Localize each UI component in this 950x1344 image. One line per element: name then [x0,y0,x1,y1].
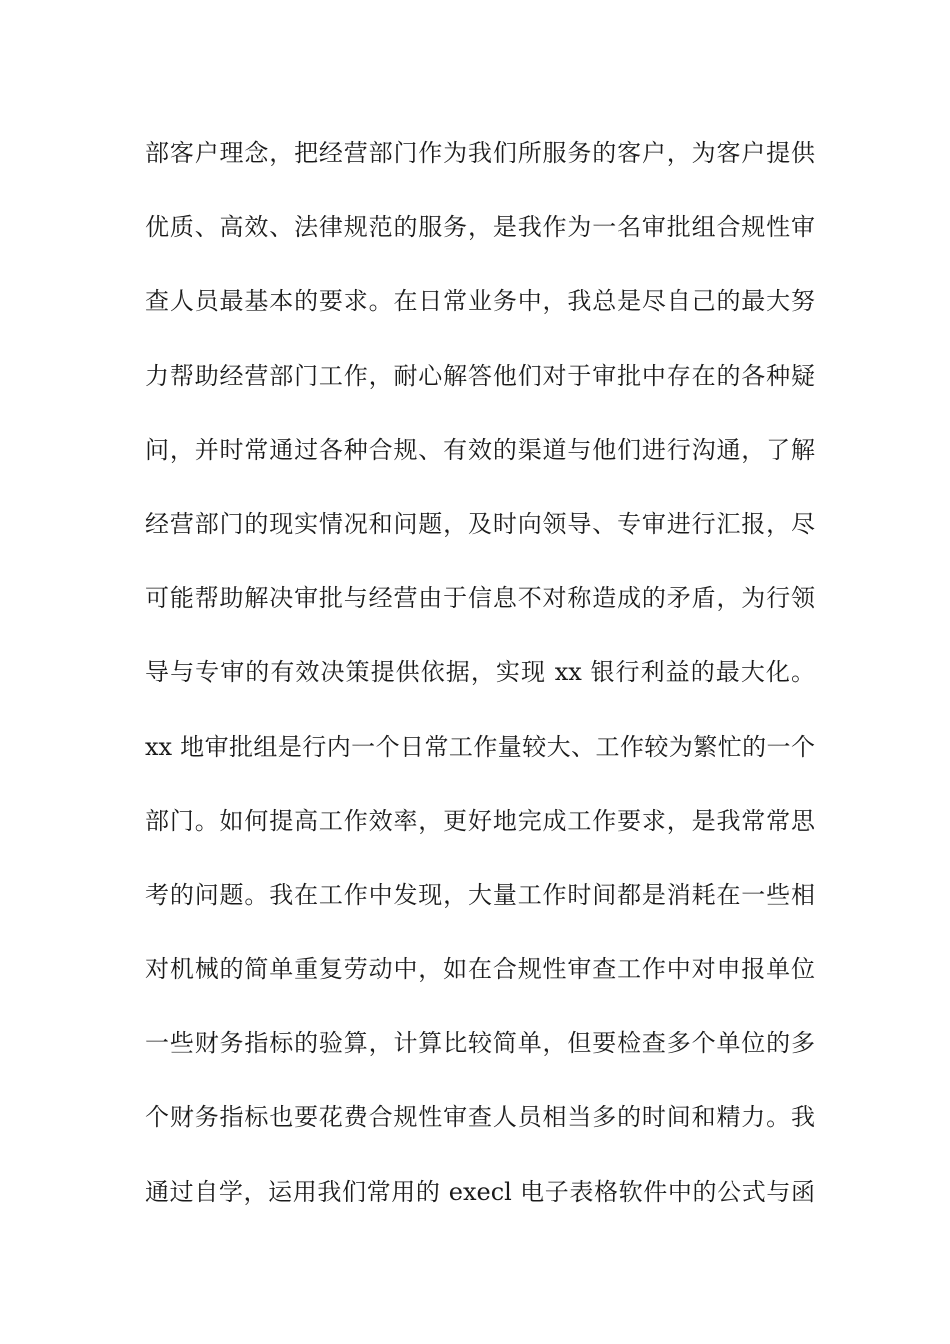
text-line: 问，并时常通过各种合规、有效的渠道与他们进行沟通，了解 [145,435,815,464]
text-line: 可能帮助解决审批与经营由于信息不对称造成的矛盾，为行领 [145,584,815,613]
text-line: 经营部门的现实情况和问题，及时向领导、专审进行汇报，尽 [145,509,815,538]
text-line: xx 地审批组是行内一个日常工作量较大、工作较为繁忙的一个 [145,732,815,761]
text-line: 查人员最基本的要求。在日常业务中，我总是尽自己的最大努 [145,287,815,316]
text-line: 考的问题。我在工作中发现，大量工作时间都是消耗在一些相 [145,880,815,909]
text-line: 优质、高效、法律规范的服务，是我作为一名审批组合规性审 [145,213,815,242]
text-line: 个财务指标也要花费合规性审查人员相当多的时间和精力。我 [145,1103,815,1132]
text-line: 导与专审的有效决策提供依据，实现 xx 银行利益的最大化。 [145,658,815,687]
text-line: 通过自学，运用我们常用的 execl 电子表格软件中的公式与函 [145,1177,815,1206]
text-line: 一些财务指标的验算，计算比较简单，但要检查多个单位的多 [145,1029,815,1058]
text-line: 部客户理念，把经营部门作为我们所服务的客户，为客户提供 [145,139,815,167]
text-line: 部门。如何提高工作效率，更好地完成工作要求，是我常常思 [145,806,815,835]
body-text [145,129,815,1242]
text-line: 力帮助经营部门工作，耐心解答他们对于审批中存在的各种疑 [145,361,815,390]
text-line: 对机械的简单重复劳动中，如在合规性审查工作中对申报单位 [145,955,815,984]
